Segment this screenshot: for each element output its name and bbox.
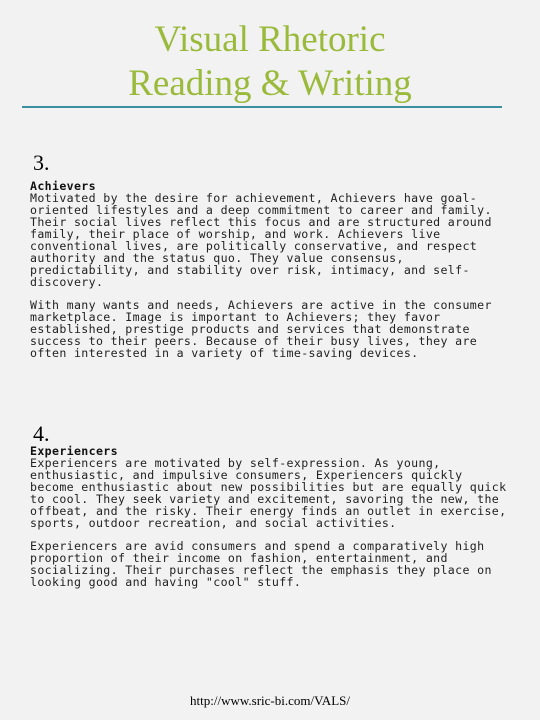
- title-underline: [22, 106, 502, 108]
- achievers-excerpt: [30, 180, 510, 359]
- excerpt-paragraph: Experiencers are avid consumers and spend a comparatively high proportion of their income on fashion, entertainment, and socializing. Their purchases reflect the emphasis they place on looking good and having "cool" stuff.: [30, 539, 492, 589]
- excerpt-paragraph: Experiencers are motivated by self-expression. As young, enthusiastic, and impulsive consumers, Experiencers quickly become enthusiastic about new possibilities but are equally quick to cool. They seek variety and excitement, savoring the new, the offbeat, and the risky. Their energy finds an outlet in exercise, sports, outdoor recreation, and social activities.: [30, 456, 507, 530]
- excerpt-paragraph: Motivated by the desire for achievement, Achievers have goal-oriented lifestyles and a deep commitment to career and family. Their social lives reflect this focus and are structured around family, their place of worship, and work. Achievers live conventional lives, are politically conservative, and respect authority and the status quo. They value consensus, predictability, and stability over risk, intimacy, and self-discovery.: [30, 191, 492, 289]
- source-url: http://www.sric-bi.com/VALS/: [190, 693, 350, 708]
- excerpt-heading: Experiencers: [30, 444, 118, 458]
- title-line-1: Visual Rhetoric: [154, 19, 386, 60]
- excerpt-paragraph: With many wants and needs, Achievers are active in the consumer marketplace. Image is important to Achievers; they favor established, prestige products and services that demonstrate success to their peers. Because of their busy lives, they are often interested in a variety of time-saving devices.: [30, 298, 492, 360]
- section-number: 4.: [33, 421, 50, 446]
- title-line-2: Reading & Writing: [128, 63, 412, 104]
- slide-title: [0, 18, 540, 106]
- experiencers-excerpt: [30, 445, 510, 588]
- excerpt-heading: Achievers: [30, 179, 96, 193]
- section-number: 3.: [33, 150, 50, 175]
